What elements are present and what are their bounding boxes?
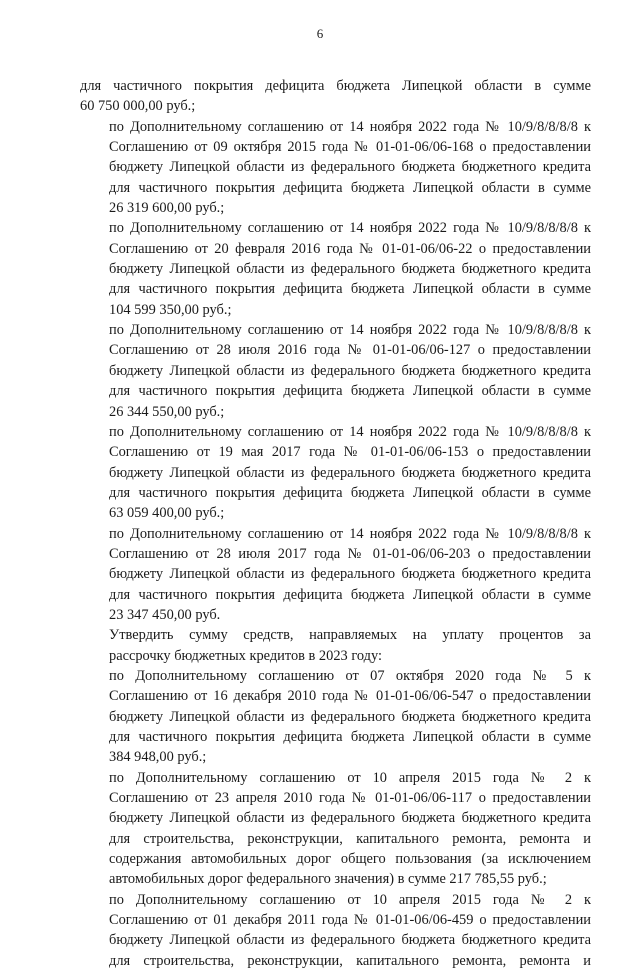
text-line: бюджету Липецкой области из федерального бюджета бюджетного кредита bbox=[109, 362, 591, 379]
text-line: для частичного покрытия дефицита бюджета Липецкой области в сумме bbox=[109, 729, 591, 745]
text-line: 26 319 600,00 руб.; bbox=[109, 200, 225, 217]
text-line: бюджету Липецкой области из федерального бюджета бюджетного кредита bbox=[109, 810, 591, 827]
text-line: 23 347 450,00 руб. bbox=[109, 606, 221, 623]
paragraph bbox=[80, 320, 591, 422]
text-line: для частичного покрытия дефицита бюджета Липецкой области в сумме bbox=[80, 78, 591, 94]
text-line: по Дополнительному соглашению от 14 ноября 2022 года № 10/9/8/8/8/8 к bbox=[109, 322, 591, 339]
text-line: бюджету Липецкой области из федерального бюджета бюджетного кредита bbox=[109, 261, 591, 278]
text-line: Соглашению от 19 мая 2017 года № 01-01-06/06-153 о предоставлении bbox=[109, 444, 591, 461]
text-line: по Дополнительному соглашению от 14 ноября 2022 года № 10/9/8/8/8/8 к bbox=[109, 118, 591, 135]
text-line: 104 599 350,00 руб.; bbox=[109, 301, 232, 318]
text-line: по Дополнительному соглашению от 14 ноября 2022 года № 10/9/8/8/8/8 к bbox=[109, 220, 591, 237]
text-line: содержания автомобильных дорог общего пользования (за исключением bbox=[109, 851, 591, 868]
text-line: Утвердить сумму средств, направляемых на уплату процентов за bbox=[109, 627, 591, 644]
text-line: по Дополнительному соглашению от 10 апреля 2015 года № 2 к bbox=[109, 769, 591, 786]
text-line: для строительства, реконструкции, капитального ремонта, ремонта и bbox=[109, 952, 591, 969]
text-line: для строительства, реконструкции, капитального ремонта, ремонта и bbox=[109, 830, 591, 847]
text-line: для частичного покрытия дефицита бюджета Липецкой области в сумме bbox=[109, 383, 591, 400]
text-line: Соглашению от 09 октября 2015 года № 01-01-06/06-168 о предоставлении bbox=[109, 139, 591, 156]
text-line: по Дополнительному соглашению от 07 октября 2020 года № 5 к bbox=[109, 667, 591, 684]
text-line: автомобильных дорог федерального значения) в сумме 217 785,55 руб.; bbox=[109, 871, 547, 888]
text-line: 60 750 000,00 руб.; bbox=[80, 98, 196, 115]
text-line: бюджету Липецкой области из федерального бюджета бюджетного кредита bbox=[109, 932, 591, 949]
text-line: для частичного покрытия дефицита бюджета Липецкой области в сумме bbox=[109, 179, 591, 196]
text-line: Соглашению от 28 июля 2016 года № 01-01-06/06-127 о предоставлении bbox=[109, 342, 591, 359]
text-line: для частичного покрытия дефицита бюджета Липецкой области в сумме bbox=[109, 586, 591, 603]
text-line: 384 948,00 руб.; bbox=[109, 749, 207, 766]
paragraph bbox=[80, 76, 591, 117]
text-line: бюджету Липецкой области из федерального бюджета бюджетного кредита bbox=[109, 159, 591, 176]
paragraph bbox=[80, 666, 591, 768]
text-line: по Дополнительному соглашению от 10 апреля 2015 года № 2 к bbox=[109, 891, 591, 908]
page-number: 6 bbox=[316, 26, 324, 41]
text-line: Соглашению от 23 апреля 2010 года № 01-01-06/06-117 о предоставлении bbox=[109, 790, 591, 807]
paragraph bbox=[80, 422, 591, 524]
text-line: бюджету Липецкой области из федерального бюджета бюджетного кредита bbox=[109, 708, 591, 725]
text-line: Соглашению от 01 декабря 2011 года № 01-01-06/06-459 о предоставлении bbox=[109, 912, 591, 929]
text-line: бюджету Липецкой области из федерального бюджета бюджетного кредита bbox=[109, 464, 591, 481]
text-line: по Дополнительному соглашению от 14 ноября 2022 года № 10/9/8/8/8/8 к bbox=[109, 525, 591, 542]
text-line: 63 059 400,00 руб.; bbox=[109, 505, 225, 522]
paragraph bbox=[80, 625, 591, 666]
paragraph bbox=[80, 524, 591, 626]
paragraph bbox=[80, 890, 591, 971]
text-line: рассрочку бюджетных кредитов в 2023 году: bbox=[109, 647, 382, 664]
text-line: для частичного покрытия дефицита бюджета Липецкой области в сумме bbox=[109, 281, 591, 298]
text-line: для частичного покрытия дефицита бюджета Липецкой области в сумме bbox=[109, 484, 591, 501]
text-line: Соглашению от 16 декабря 2010 года № 01-01-06/06-547 о предоставлении bbox=[109, 688, 591, 705]
text-line: Соглашению от 28 июля 2017 года № 01-01-06/06-203 о предоставлении bbox=[109, 545, 591, 562]
text-line: бюджету Липецкой области из федерального бюджета бюджетного кредита bbox=[109, 566, 591, 583]
paragraph bbox=[80, 768, 591, 890]
document-body bbox=[80, 76, 591, 971]
text-line: по Дополнительному соглашению от 14 ноября 2022 года № 10/9/8/8/8/8 к bbox=[109, 423, 591, 440]
paragraph bbox=[80, 218, 591, 320]
text-line: 26 344 550,00 руб.; bbox=[109, 403, 225, 420]
paragraph bbox=[80, 117, 591, 219]
text-line: Соглашению от 20 февраля 2016 года № 01-01-06/06-22 о предоставлении bbox=[109, 240, 591, 257]
